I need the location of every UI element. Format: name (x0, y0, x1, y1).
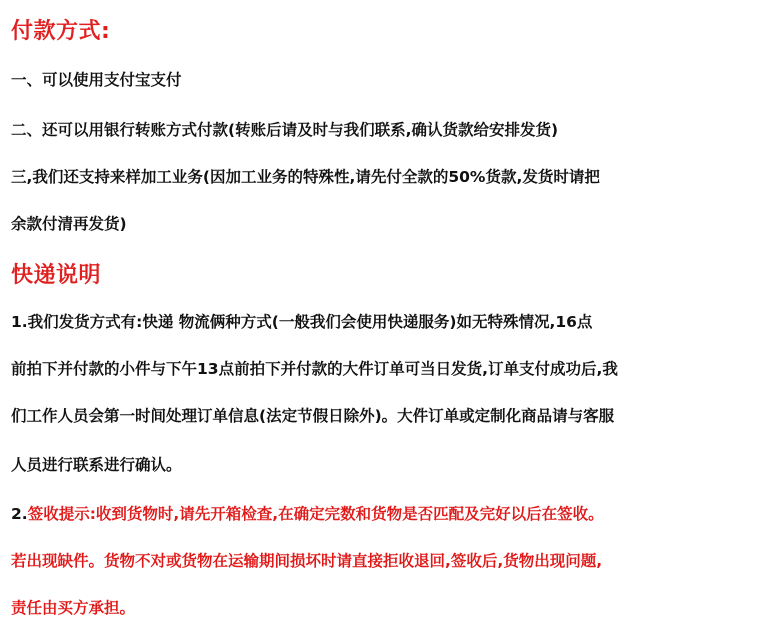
receipt-notice-number: 2. (11, 505, 28, 523)
receipt-notice-line-2: 若出现缺件。货物不对或货物在运输期间损坏时请直接拒收退回,签收后,货物出现问题, (11, 552, 603, 570)
express-line-2: 前拍下并付款的小件与下午13点前拍下并付款的大件订单可当日发货,订单支付成功后,我 (11, 360, 618, 378)
express-line-3: 们工作人员会第一时间处理订单信息(法定节假日除外)。大件订单或定制化商品请与客服 (11, 407, 615, 425)
payment-line-2: 二、还可以用银行转账方式付款(转账后请及时与我们联系,确认货款给安排发货) (11, 121, 559, 139)
payment-line-4: 余款付清再发货) (11, 215, 127, 233)
receipt-notice-line-3: 责任由买方承担。 (11, 599, 136, 617)
receipt-notice-line-1 (11, 504, 604, 524)
express-info-heading: 快递说明 (11, 263, 102, 288)
payment-line-3: 三,我们还支持来样加工业务(因加工业务的特殊性,请先付全款的50%货款,发货时请把 (11, 168, 600, 186)
receipt-notice-text: 签收提示:收到货物时,请先开箱检查,在确定完数和货物是否匹配及完好以后在签收。 (27, 505, 604, 523)
express-line-1: 1.我们发货方式有:快递 物流俩种方式(一般我们会使用快递服务)如无特殊情况,16点 (11, 313, 593, 331)
express-line-4: 人员进行联系进行确认。 (11, 456, 182, 474)
payment-line-1: 一、可以使用支付宝支付 (11, 71, 182, 89)
payment-methods-heading: 付款方式: (11, 19, 111, 44)
